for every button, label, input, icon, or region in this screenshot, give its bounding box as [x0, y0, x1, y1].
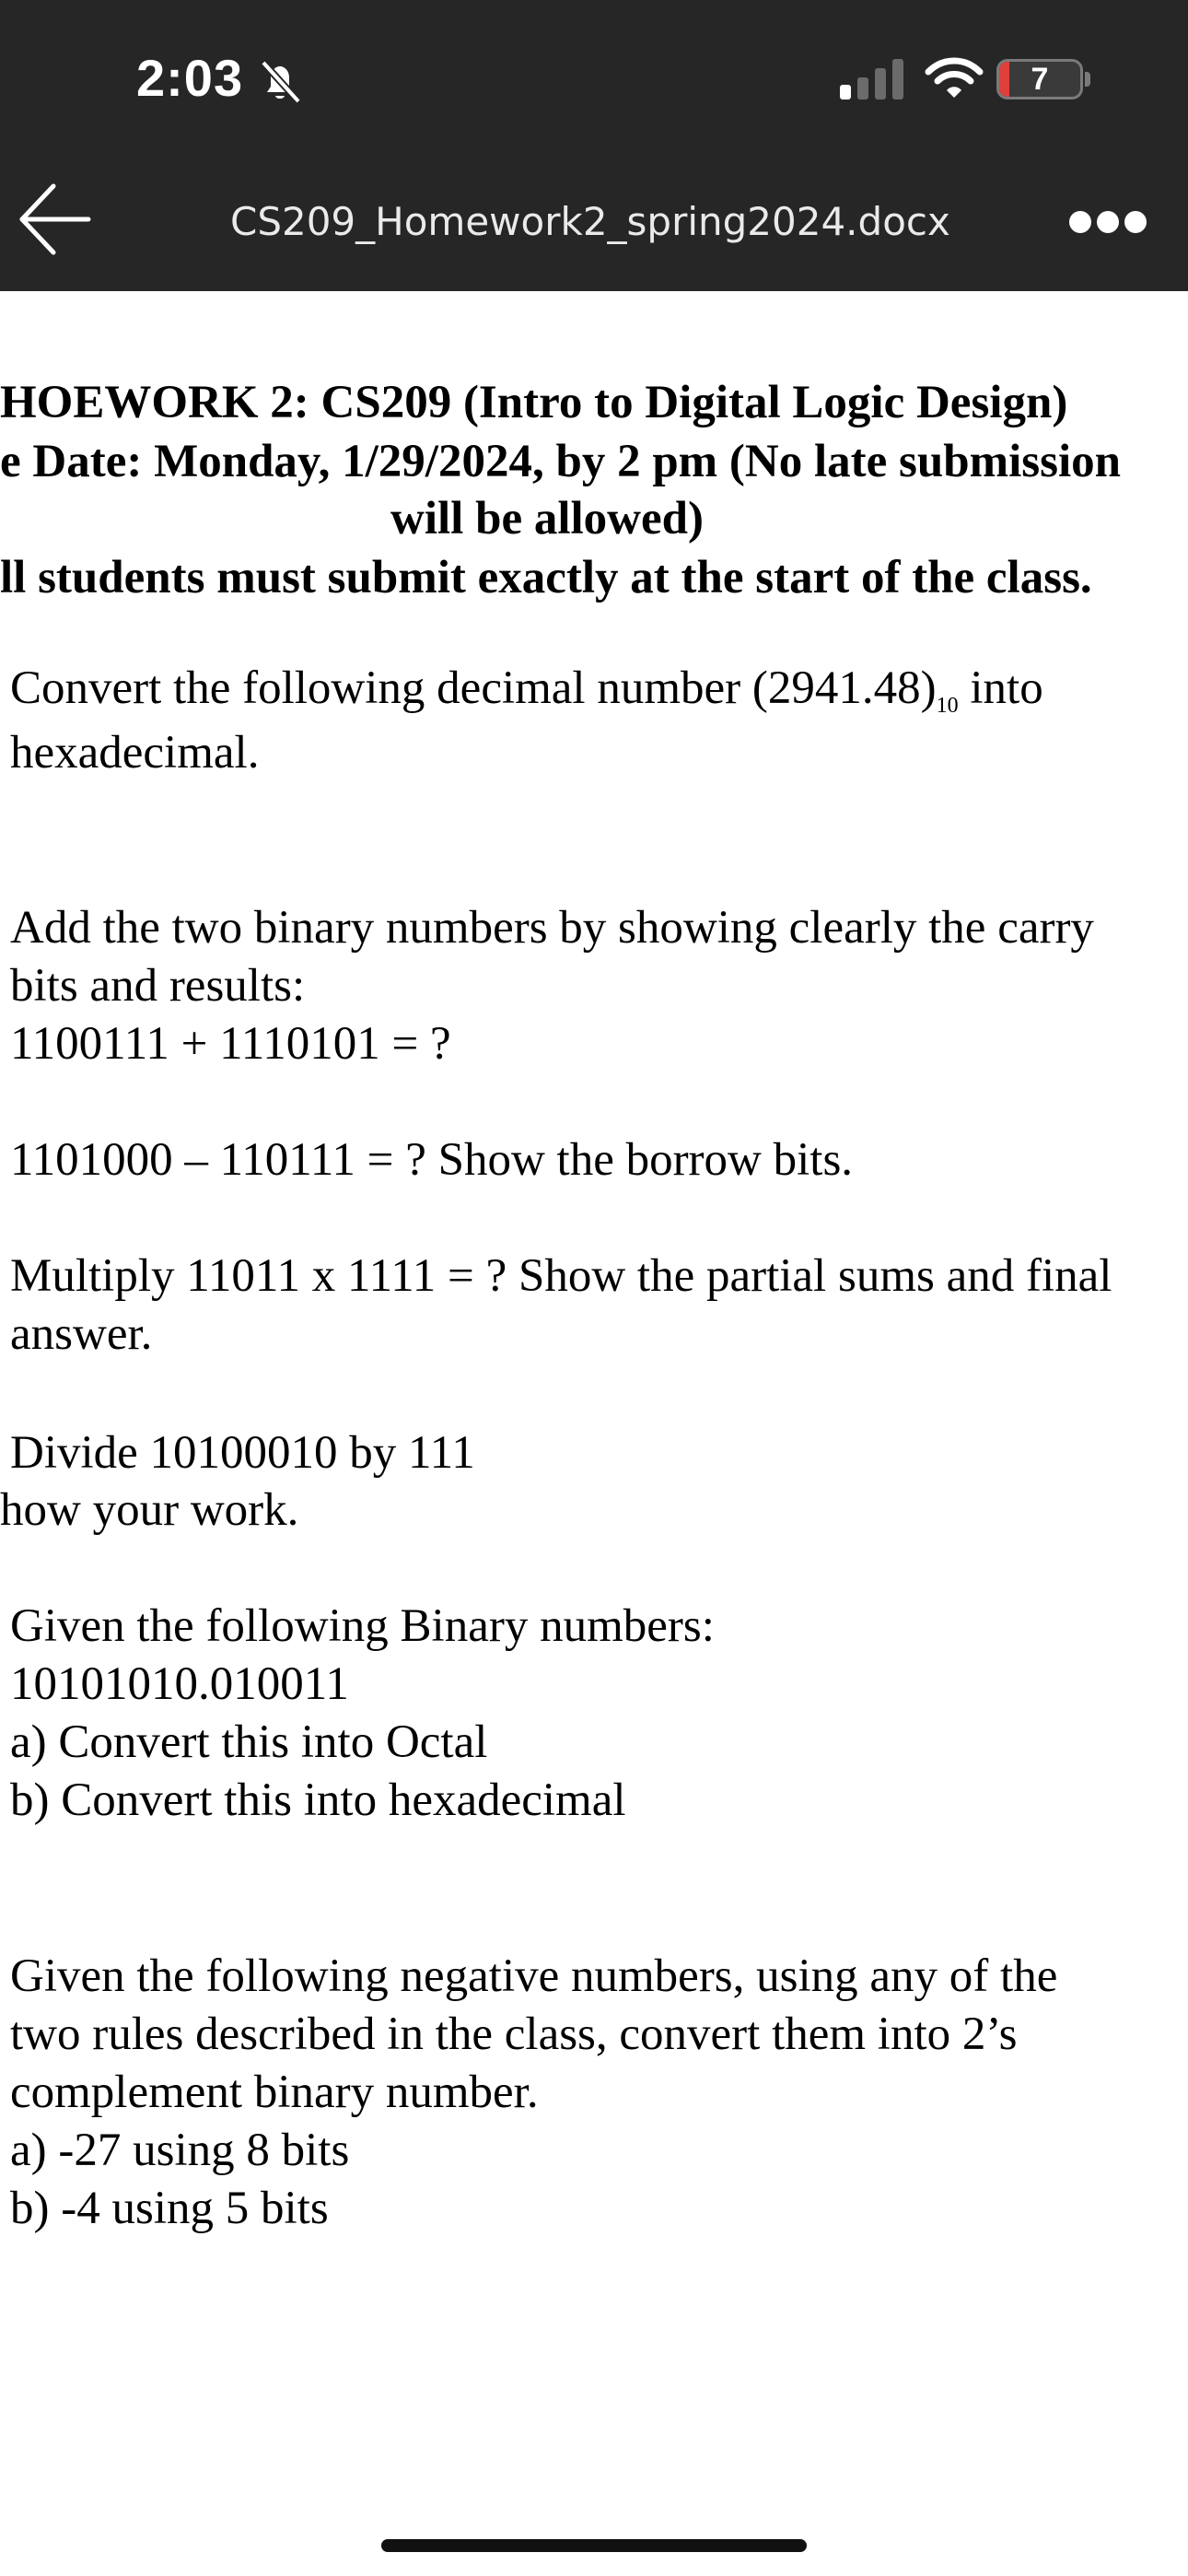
q1-base-subscript: 10 — [936, 694, 959, 718]
question-6-line-4: b) Convert this into hexadecimal — [10, 1774, 626, 1826]
question-1-line-2: hexadecimal. — [10, 727, 260, 779]
back-button[interactable] — [17, 181, 94, 258]
question-6-line-3: a) Convert this into Octal — [10, 1716, 488, 1768]
wifi-icon — [925, 55, 984, 101]
question-3-line-1: 1101000 – 110111 = ? Show the borrow bits. — [10, 1134, 854, 1186]
document-title: CS209_Homework2_spring2024.docx — [230, 199, 950, 244]
top-bar — [0, 0, 1188, 291]
question-4-line-1: Multiply 11011 x 1111 = ? Show the partial sums and final — [10, 1250, 1112, 1302]
heading-line-1: HOEWORK 2: CS209 (Intro to Digital Logic Design) — [0, 377, 1068, 428]
q1-text: Convert the following decimal number (2941.48) — [10, 662, 937, 714]
more-dots-icon — [1069, 211, 1147, 233]
home-indicator[interactable] — [381, 2539, 807, 2552]
question-2-line-2: bits and results: — [10, 960, 306, 1012]
battery-level-text: 7 — [1031, 61, 1049, 97]
arrow-left-icon — [22, 186, 88, 252]
question-5-line-2: how your work. — [0, 1484, 299, 1536]
status-bar — [0, 0, 1188, 157]
question-6-line-2: 10101010.010011 — [10, 1658, 349, 1710]
question-7-line-2: two rules described in the class, convert them into 2’s — [10, 2008, 1018, 2060]
bell-slash-icon — [254, 55, 306, 107]
question-4-line-2: answer. — [10, 1308, 153, 1360]
question-7-line-1: Given the following negative numbers, using any of the — [10, 1950, 1058, 2002]
question-2-line-1: Add the two binary numbers by showing clearly the carry — [10, 902, 1094, 954]
heading-line-3: will be allowed) — [390, 493, 704, 544]
document-body[interactable] — [0, 291, 1188, 2576]
status-time: 2:03 — [136, 49, 244, 107]
heading-line-2: e Date: Monday, 1/29/2024, by 2 pm (No late submission — [0, 436, 1121, 487]
heading-line-4: ll students must submit exactly at the start of the class. — [0, 552, 1092, 603]
battery-indicator — [996, 59, 1083, 100]
battery-nub — [1085, 72, 1090, 87]
question-5-line-1: Divide 10100010 by 111 — [10, 1427, 475, 1479]
more-options-button[interactable] — [1066, 208, 1149, 236]
question-7-line-4: a) -27 using 8 bits — [10, 2125, 350, 2176]
q1-text-end: into — [958, 662, 1043, 714]
question-1-line-1 — [10, 662, 1043, 719]
question-7-line-5: b) -4 using 5 bits — [10, 2183, 329, 2234]
question-7-line-3: complement binary number. — [10, 2067, 539, 2118]
cellular-signal-icon — [838, 57, 908, 101]
question-6-line-1: Given the following Binary numbers: — [10, 1600, 715, 1652]
question-2-line-3: 1100111 + 1110101 = ? — [10, 1018, 451, 1070]
